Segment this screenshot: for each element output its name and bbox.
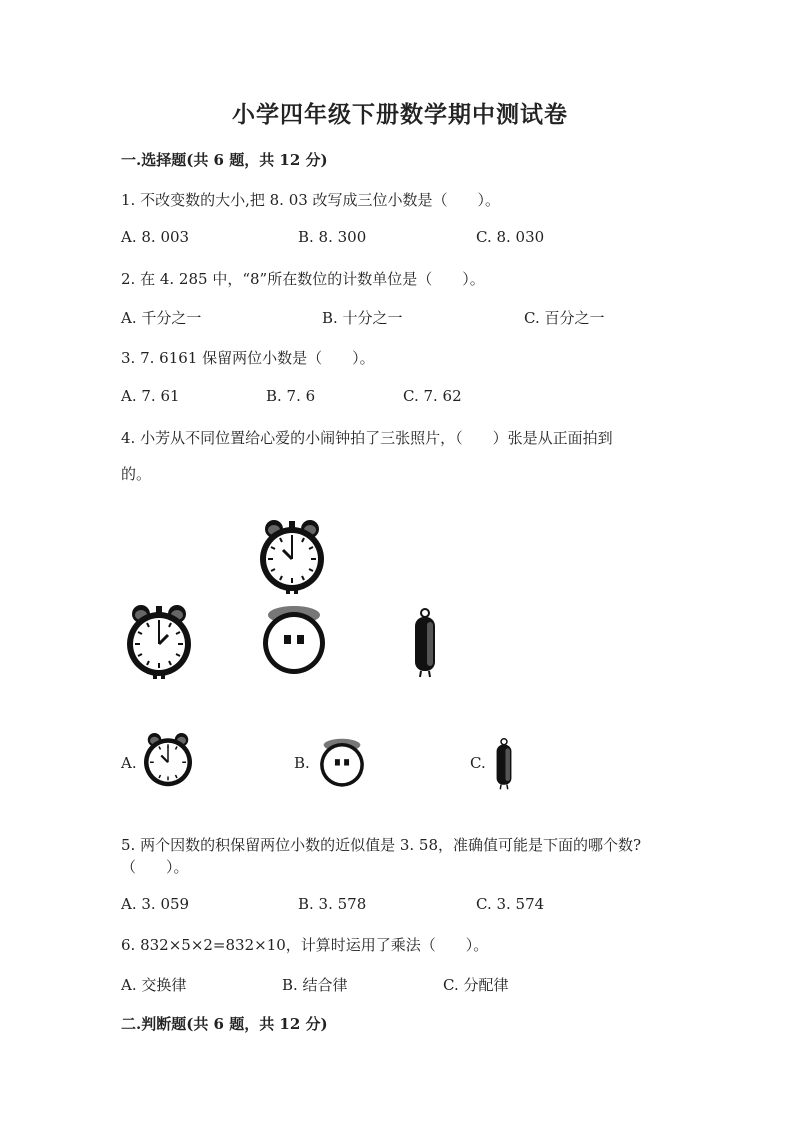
q6-option-b[interactable]: B. 结合律 — [282, 976, 348, 994]
q2-option-a[interactable]: A. 千分之一 — [121, 309, 202, 327]
page-title: 小学四年级下册数学期中测试卷 — [232, 101, 568, 128]
q5-option-a[interactable]: A. 3. 059 — [121, 895, 190, 913]
alarm-clock-back-icon — [260, 605, 328, 673]
q6-option-a[interactable]: A. 交换律 — [121, 976, 187, 994]
q4-option-a[interactable]: A. — [121, 754, 137, 772]
question-6: 6. 832×5×2=832×10，计算时运用了乘法（ ）。 — [121, 936, 489, 954]
q4-option-c[interactable]: C. — [470, 754, 486, 772]
alarm-clock-front-icon — [258, 520, 326, 592]
question-2: 2. 在 4. 285 中，“8”所在数位的计数单位是（ ）。 — [121, 270, 485, 288]
question-1: 1. 不改变数的大小,把 8. 03 改写成三位小数是（ ）。 — [121, 191, 501, 209]
alarm-clock-side-icon — [494, 738, 514, 790]
alarm-clock-back-icon — [318, 738, 366, 786]
q3-option-a[interactable]: A. 7. 61 — [121, 387, 180, 405]
q1-option-a[interactable]: A. 8. 003 — [121, 228, 190, 246]
q2-option-c[interactable]: C. 百分之一 — [524, 309, 605, 327]
alarm-clock-front-icon — [125, 605, 193, 677]
q2-option-b[interactable]: B. 十分之一 — [322, 309, 403, 327]
alarm-clock-front-icon — [142, 733, 194, 787]
question-4-line2: 的。 — [121, 465, 152, 483]
question-5-line1: 5. 两个因数的积保留两位小数的近似值是 3. 58，准确值可能是下面的哪个数? — [121, 836, 642, 854]
question-5-line2: （ ）。 — [121, 858, 189, 876]
section-heading-judgement: 二.判断题(共 6 题，共 12 分) — [121, 1015, 328, 1033]
alarm-clock-side-icon — [412, 608, 438, 678]
question-3: 3. 7. 6161 保留两位小数是（ ）。 — [121, 349, 375, 367]
section-heading-choice: 一.选择题(共 6 题，共 12 分) — [121, 151, 328, 169]
q5-option-c[interactable]: C. 3. 574 — [476, 895, 545, 913]
q1-option-c[interactable]: C. 8. 030 — [476, 228, 545, 246]
q4-option-b[interactable]: B. — [294, 754, 310, 772]
q6-option-c[interactable]: C. 分配律 — [443, 976, 509, 994]
q3-option-c[interactable]: C. 7. 62 — [403, 387, 462, 405]
q5-option-b[interactable]: B. 3. 578 — [298, 895, 367, 913]
question-4-line1: 4. 小芳从不同位置给心爱的小闹钟拍了三张照片，（ ）张是从正面拍到 — [121, 429, 613, 447]
q3-option-b[interactable]: B. 7. 6 — [266, 387, 316, 405]
q1-option-b[interactable]: B. 8. 300 — [298, 228, 367, 246]
